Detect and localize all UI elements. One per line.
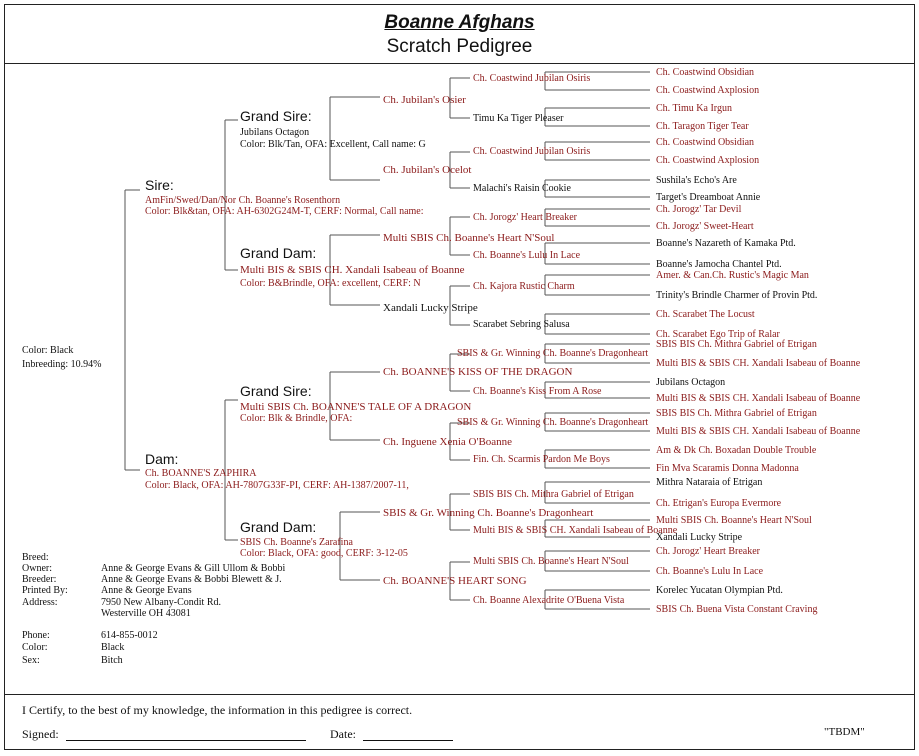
gen5-ancestor: Boanne's Jamocha Chantel Ptd. [656, 259, 782, 270]
gen5-ancestor: Fin Mva Scaramis Donna Madonna [656, 463, 799, 474]
gen5-ancestor: Trinity's Brindle Charmer of Provin Ptd. [656, 290, 818, 301]
gen5-ancestor: Ch. Jorogz' Sweet-Heart [656, 221, 754, 232]
sire-detail: Color: Blk&tan, OFA: AH-6302G24M-T, CERF: Normal, Call name: [145, 206, 424, 217]
gen3-ancestor: Ch. Jubilan's Osier [383, 94, 466, 106]
gen4-ancestor: Malachi's Raisin Cookie [473, 183, 571, 194]
dam-grand-sire-detail: Color: Blk & Brindle, OFA: [240, 413, 353, 424]
date-label: Date: [330, 727, 356, 741]
gen5-ancestor: Mithra Nataraia of Etrigan [656, 477, 763, 488]
address-line1: 7950 New Albany-Condit Rd. [101, 597, 221, 608]
gen5-ancestor: Ch. Coastwind Axplosion [656, 85, 760, 96]
sire-grand-sire-name: Jubilans Octagon [240, 127, 310, 138]
gen4-ancestor: Ch. Coastwind Jubilan Osiris [473, 146, 591, 157]
gen4-ancestor: Timu Ka Tiger Pleaser [473, 113, 564, 124]
dam-name: Ch. BOANNE'S ZAPHIRA [145, 468, 257, 479]
certification-statement: I Certify, to the best of my knowledge, the information in this pedigree is correct. [22, 703, 413, 717]
gen5-ancestor: SBIS BIS Ch. Mithra Gabriel of Etrigan [656, 408, 817, 419]
gen5-ancestor: Boanne's Nazareth of Kamaka Ptd. [656, 238, 796, 249]
address-line2: Westerville OH 43081 [101, 608, 191, 619]
gen4-ancestor: Ch. Jorogz' Heart Breaker [473, 212, 577, 223]
gen4-ancestor: Fin. Ch. Scarmis Pardon Me Boys [473, 454, 610, 465]
gen5-ancestor: Ch. Jorogz' Tar Devil [656, 204, 742, 215]
gen4-ancestor: Ch. Boanne's Lulu In Lace [473, 250, 581, 261]
date-line[interactable] [363, 740, 453, 741]
breeder-value: Anne & George Evans & Bobbi Blewett & J. [101, 574, 282, 585]
gen4-ancestor: Multi BIS & SBIS CH. Xandali Isabeau of Boanne [473, 525, 678, 536]
gen4-ancestor: Scarabet Sebring Salusa [473, 319, 570, 330]
gen5-ancestor: Ch. Coastwind Obsidian [656, 137, 755, 148]
color-label: Color: [22, 642, 48, 653]
gen4-ancestor: SBIS BIS Ch. Mithra Gabriel of Etrigan [473, 489, 634, 500]
doc-title: Scratch Pedigree [386, 36, 533, 57]
gen4-ancestor: SBIS & Gr. Winning Ch. Boanne's Dragonheart [457, 348, 649, 359]
sire-grand-dam-label: Grand Dam: [240, 245, 317, 261]
gen5-ancestor: Am & Dk Ch. Boxadan Double Trouble [656, 445, 817, 456]
gen4-ancestor: SBIS & Gr. Winning Ch. Boanne's Dragonheart [457, 417, 649, 428]
gen5-ancestor: Multi BIS & SBIS CH. Xandali Isabeau of Boanne [656, 426, 861, 437]
gen3-ancestor: Ch. BOANNE'S HEART SONG [383, 575, 527, 587]
sire-label: Sire: [145, 177, 174, 193]
printed-by-label: Printed By: [22, 585, 68, 596]
gen5-ancestor: Ch. Scarabet Ego Trip of Ralar [656, 329, 780, 340]
gen5-ancestor: SBIS BIS Ch. Mithra Gabriel of Etrigan [656, 339, 817, 350]
breed-label: Breed: [22, 552, 49, 563]
gen5-ancestor: SBIS Ch. Buena Vista Constant Craving [656, 604, 818, 615]
dam-grand-dam-label: Grand Dam: [240, 519, 317, 535]
owner-label: Owner: [22, 563, 52, 574]
dam-grand-sire-name: Multi SBIS Ch. BOANNE'S TALE OF A DRAGON [240, 401, 472, 413]
gen5-ancestor: Ch. Timu Ka Irgun [656, 103, 732, 114]
gen3-ancestor: SBIS & Gr. Winning Ch. Boanne's Dragonheart [383, 507, 594, 519]
gen4-ancestor: Ch. Coastwind Jubilan Osiris [473, 73, 591, 84]
dam-grand-dam-name: SBIS Ch. Boanne's Zarafina [240, 537, 353, 548]
gen4-ancestor: Ch. Kajora Rustic Charm [473, 281, 575, 292]
gen5-ancestor: Ch. Boanne's Lulu In Lace [656, 566, 764, 577]
subject-color: Color: Black [22, 345, 74, 356]
sire-grand-dam-name: Multi BIS & SBIS CH. Xandali Isabeau of Boanne [240, 264, 465, 276]
printed-by-value: Anne & George Evans [101, 585, 192, 596]
color-value: Black [101, 642, 125, 653]
gen5-ancestor: Sushila's Echo's Are [656, 175, 737, 186]
gen5-ancestor: Ch. Taragon Tiger Tear [656, 121, 749, 132]
phone-label: Phone: [22, 630, 50, 641]
gen5-ancestor: Xandali Lucky Stripe [656, 532, 743, 543]
sire-grand-sire-label: Grand Sire: [240, 108, 312, 124]
gen4-ancestor: Multi SBIS Ch. Boanne's Heart N'Soul [473, 556, 629, 567]
gen5-ancestor: Jubilans Octagon [656, 377, 726, 388]
address-label: Address: [22, 597, 58, 608]
dam-label: Dam: [145, 451, 179, 467]
gen5-ancestor: Target's Dreamboat Annie [656, 192, 761, 203]
gen5-ancestor: Ch. Jorogz' Heart Breaker [656, 546, 760, 557]
gen5-ancestor: Multi BIS & SBIS CH. Xandali Isabeau of Boanne [656, 393, 861, 404]
gen5-ancestor: Multi SBIS Ch. Boanne's Heart N'Soul [656, 515, 812, 526]
breeder-label: Breeder: [22, 574, 57, 585]
phone-value: 614-855-0012 [101, 630, 158, 641]
signature-line[interactable] [66, 740, 306, 741]
gen4-ancestor: Ch. Boanne's Kiss From A Rose [473, 386, 602, 397]
gen3-ancestor: Multi SBIS Ch. Boanne's Heart N'Soul [383, 232, 555, 244]
gen5-ancestor: Ch. Scarabet The Locust [656, 309, 755, 320]
gen5-ancestor: Korelec Yucatan Olympian Ptd. [656, 585, 783, 596]
gen5-ancestor: Ch. Coastwind Axplosion [656, 155, 760, 166]
sex-label: Sex: [22, 655, 40, 666]
sex-value: Bitch [101, 655, 123, 666]
gen3-ancestor: Ch. Jubilan's Ocelot [383, 164, 472, 176]
gen5-ancestor: Ch. Etrigan's Europa Evermore [656, 498, 782, 509]
gen5-ancestor: Amer. & Can.Ch. Rustic's Magic Man [656, 270, 809, 281]
subject-inbreeding: Inbreeding: 10.94% [22, 359, 102, 370]
gen4-ancestor: Ch. Boanne Alexadrite O'Buena Vista [473, 595, 625, 606]
sire-grand-sire-detail: Color: Blk/Tan, OFA: Excellent, Call name: G [240, 139, 426, 150]
gen3-ancestor: Ch. Inguene Xenia O'Boanne [383, 436, 513, 448]
sire-name: AmFin/Swed/Dan/Nor Ch. Boanne's Rosenthorn [145, 195, 341, 206]
dam-grand-dam-detail: Color: Black, OFA: good, CERF: 3-12-05 [240, 548, 408, 559]
kennel-name: Boanne Afghans [384, 12, 535, 33]
dam-grand-sire-label: Grand Sire: [240, 383, 312, 399]
signed-label: Signed: [22, 727, 59, 741]
gen3-ancestor: Ch. BOANNE'S KISS OF THE DRAGON [383, 366, 573, 378]
owner-value: Anne & George Evans & Gill Ullom & Bobbi [101, 563, 286, 574]
gen5-ancestor: Multi BIS & SBIS CH. Xandali Isabeau of Boanne [656, 358, 861, 369]
dam-detail: Color: Black, OFA: AH-7807G33F-PI, CERF: AH-1387/2007-11, [145, 480, 409, 491]
gen3-ancestor: Xandali Lucky Stripe [383, 302, 478, 314]
gen5-ancestor: Ch. Coastwind Obsidian [656, 67, 755, 78]
tbdm-code: "TBDM" [824, 726, 865, 738]
sire-grand-dam-detail: Color: B&Brindle, OFA: excellent, CERF: N [240, 278, 421, 289]
